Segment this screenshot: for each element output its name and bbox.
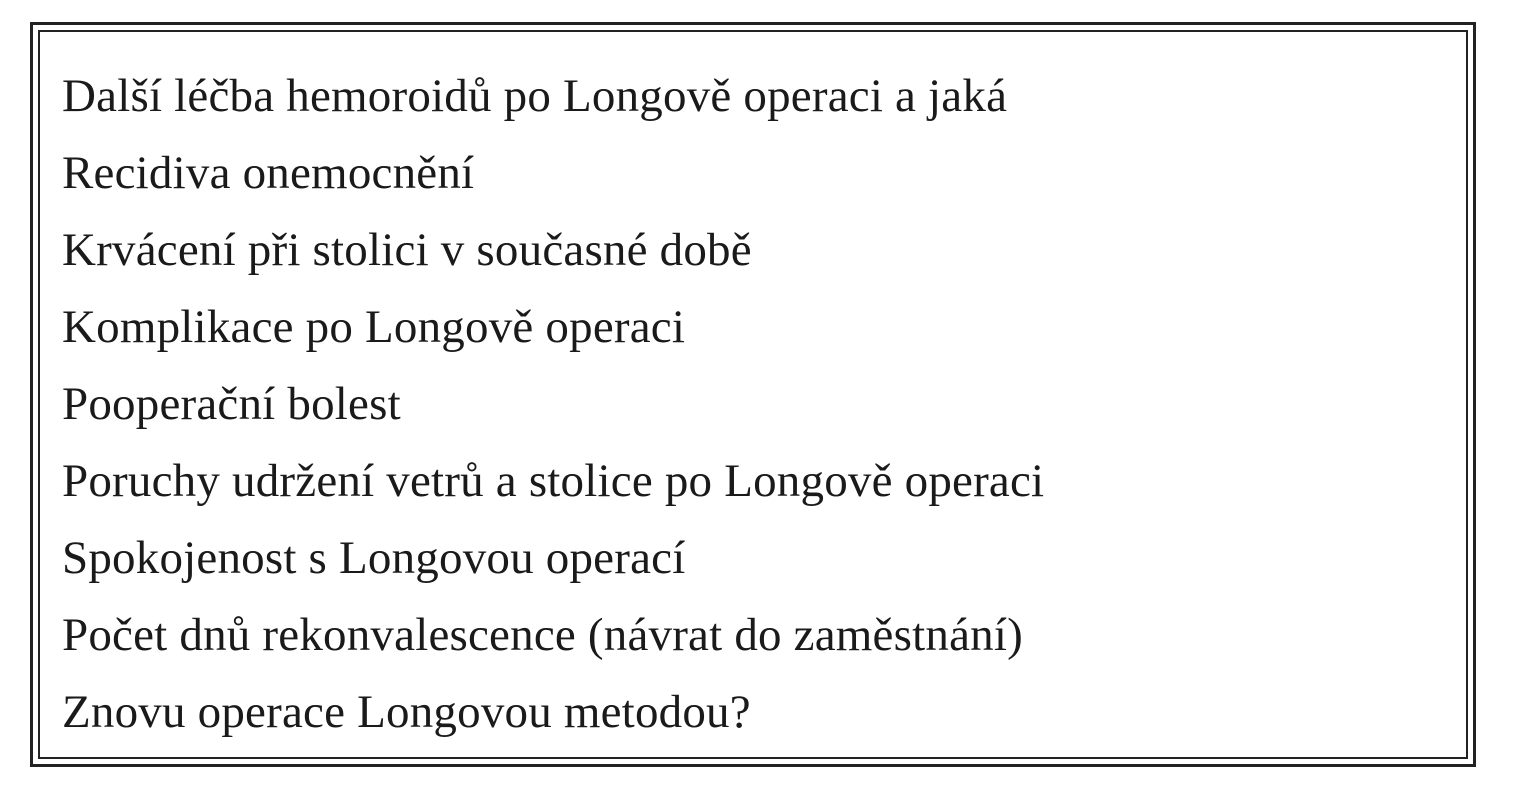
questionnaire-item: Znovu operace Longovou metodou? (62, 686, 751, 738)
questionnaire-item: Počet dnů rekonvalescence (návrat do zaměstnání) (62, 609, 1023, 661)
questionnaire-item: Další léčba hemoroidů po Longově operaci a jaká (62, 70, 1008, 122)
questionnaire-item-list (62, 58, 1044, 751)
questionnaire-box-outer-border (30, 22, 1476, 767)
questionnaire-item: Spokojenost s Longovou operací (62, 532, 686, 584)
questionnaire-item: Poruchy udržení vetrů a stolice po Longově operaci (62, 455, 1045, 507)
questionnaire-item: Krvácení při stolici v současné době (62, 224, 752, 276)
questionnaire-box-inner-border (38, 30, 1468, 759)
questionnaire-item: Pooperační bolest (62, 378, 401, 430)
questionnaire-item: Recidiva onemocnění (62, 147, 475, 199)
questionnaire-item: Komplikace po Longově operaci (62, 301, 686, 353)
